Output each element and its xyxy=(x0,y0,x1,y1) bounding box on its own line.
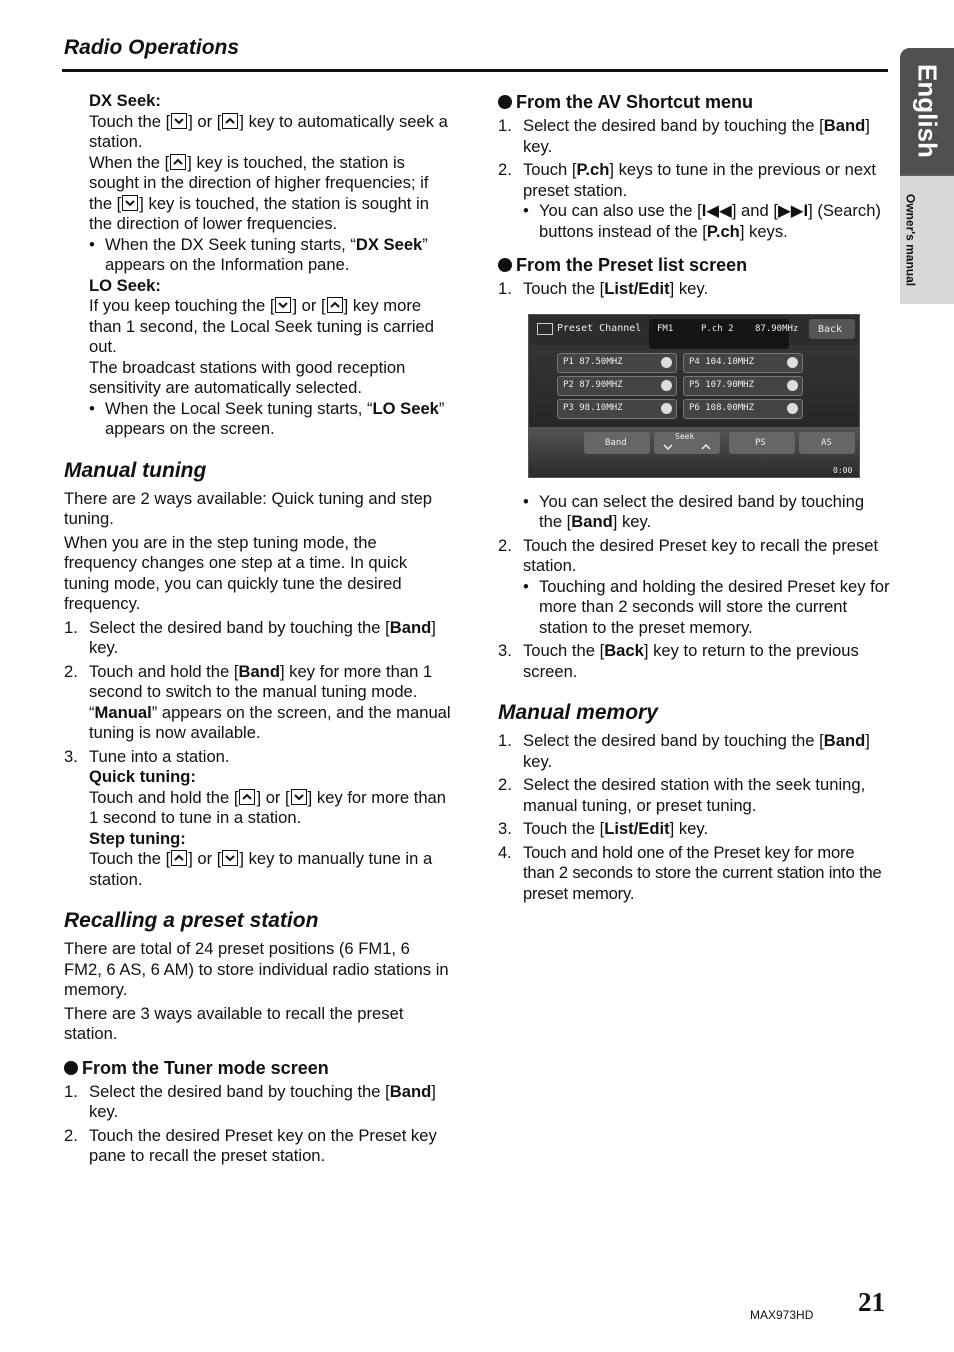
step-tuning-text: Touch the [ ] or [ ] key to manually tune in a station. xyxy=(89,849,433,889)
page-number: 21 xyxy=(858,1287,885,1317)
preset-button-p3[interactable]: P3 98.10MHZ xyxy=(557,399,677,419)
manual-memory-step-1: 1. Select the desired band by touching the [Band] key. xyxy=(498,731,870,771)
manual-tuning-intro: There are 2 ways available: Quick tuning and step tuning. xyxy=(64,488,433,528)
dx-seek-title: DX Seek: xyxy=(89,91,161,110)
dx-seek-text-2: When the [ ] key is touched, the station is sought in the direction of higher frequencies; if the [ ] key is touched, the station is sought in the direction of lower frequencies. xyxy=(89,152,429,233)
recalling-preset-intro: There are total of 24 preset positions (6 FM1, 6 FM2, 6 AS, 6 AM) to store individual radio stations in memory. xyxy=(64,939,449,999)
manual-memory-step-2: 2. Select the desired station with the seek tuning, manual tuning, or preset tuning. xyxy=(498,775,866,815)
model-number: MAX973HD xyxy=(750,1308,814,1322)
down-key-icon xyxy=(122,195,138,211)
preset-button-p6[interactable]: P6 108.00MHZ xyxy=(683,399,803,419)
av-shortcut-bullet: • You can also use the [I◀◀] and [▶▶I] (Search) buttons instead of the [P.ch] keys. xyxy=(523,201,881,241)
lo-seek-title: LO Seek: xyxy=(89,275,161,295)
up-key-icon xyxy=(170,154,186,170)
preset-button-p1[interactable]: P1 87.50MHZ xyxy=(557,353,677,373)
up-key-icon xyxy=(239,789,255,805)
owners-manual-label: Owner's manual xyxy=(903,193,918,287)
manual-tuning-heading: Manual tuning xyxy=(64,458,207,482)
recalling-preset-heading: Recalling a preset station xyxy=(64,909,319,932)
preset-button-p4[interactable]: P4 104.10MHZ xyxy=(683,353,803,373)
down-key-icon xyxy=(275,297,291,313)
manual-memory-heading: Manual memory xyxy=(498,701,658,724)
preset-button-p5[interactable]: P5 107.90MHZ xyxy=(683,376,803,396)
manual-tuning-step-3: 3. Tune into a station. xyxy=(64,746,230,766)
tuner-mode-step-1: 1. Select the desired band by touching the [Band] key. xyxy=(64,1081,436,1121)
manual-tuning-desc: When you are in the step tuning mode, the frequency changes one step at a time. In quick tuning mode, you can quickly tune the desired frequency. xyxy=(64,532,408,613)
manual-tuning-step-2: 2. Touch and hold the [Band] key for more than 1 second to switch to the manual tuning mode. “Manual” appears on the screen, and the manual tuning is now available. xyxy=(64,661,451,742)
language-label: English xyxy=(912,64,943,158)
right-column xyxy=(498,91,890,904)
screen-time: 0:00 xyxy=(833,465,853,475)
step-tuning-title: Step tuning: xyxy=(89,828,186,848)
seek-button-label: Seek xyxy=(675,431,695,441)
screen-pch: P.ch 2 xyxy=(701,323,734,334)
dx-seek-bullet: • When the DX Seek tuning starts, “DX Seek” appears on the Information pane. xyxy=(89,234,428,274)
av-shortcut-step-1: 1. Select the desired band by touching the [Band] key. xyxy=(498,116,870,156)
tuner-mode-step-2: 2. Touch the desired Preset key on the Preset key pane to recall the preset station. xyxy=(64,1125,437,1165)
info-icon xyxy=(661,357,672,368)
info-icon xyxy=(661,380,672,391)
info-icon xyxy=(787,357,798,368)
down-key-icon xyxy=(291,789,307,805)
bullet-dot-icon xyxy=(498,95,512,109)
chevron-up-icon xyxy=(701,443,711,451)
preset-list-icon xyxy=(537,323,553,335)
header-rule xyxy=(62,69,888,72)
manual-memory-step-3: 3. Touch the [List/Edit] key. xyxy=(498,819,709,838)
up-key-icon xyxy=(222,113,238,129)
manual-memory-step-4: 4. Touch and hold one of the Preset key for more than 2 seconds to store the current station into the preset memory. xyxy=(498,842,882,903)
preset-list-store-bullet: • Touching and holding the desired Preset key for more than 2 seconds will store the current station to the preset memory. xyxy=(523,576,890,637)
language-tab-english xyxy=(900,48,954,174)
bullet-dot-icon xyxy=(498,258,512,272)
screen-back-label: Back xyxy=(818,323,843,335)
up-key-icon xyxy=(171,850,187,866)
down-key-icon xyxy=(171,113,187,129)
band-button-label: Band xyxy=(605,437,627,448)
preset-list-step-1: 1. Touch the [List/Edit] key. xyxy=(498,279,709,298)
info-icon xyxy=(787,380,798,391)
chevron-down-icon xyxy=(663,443,673,451)
screen-band: FM1 xyxy=(657,323,674,334)
next-track-icon: ▶▶I xyxy=(777,201,809,220)
lo-seek-text-1: If you keep touching the [ ] or [ ] key more than 1 second, the Local Seek tuning is carried out. xyxy=(89,296,435,356)
quick-tuning-text: Touch and hold the [ ] or [ ] key for more than 1 second to tune in a station. xyxy=(89,787,447,827)
tuner-mode-heading: From the Tuner mode screen xyxy=(64,1057,452,1079)
quick-tuning-title: Quick tuning: xyxy=(89,767,196,786)
screen-title: Preset Channel xyxy=(557,322,642,334)
info-icon xyxy=(787,403,798,414)
preset-list-step-2: 2. Touch the desired Preset key to recall the preset station. • Touching and holding the desired Preset key for more than 2 seconds will store the current station to the preset memory. xyxy=(498,535,890,637)
preset-list-band-bullet: • You can select the desired band by touching the [Band] key. xyxy=(523,491,865,531)
recalling-preset-ways: There are 3 ways available to recall the preset station. xyxy=(64,1003,404,1043)
lo-seek-text-2: The broadcast stations with good reception sensitivity are automatically selected. xyxy=(89,357,406,397)
preset-channel-screenshot xyxy=(528,314,860,478)
ps-button-label: PS xyxy=(755,437,766,448)
preset-list-step-3: 3. Touch the [Back] key to return to the previous screen. xyxy=(498,641,859,681)
screen-freq: 87.90MHz xyxy=(755,323,799,334)
owners-manual-tab xyxy=(900,176,954,304)
preset-list-heading: From the Preset list screen xyxy=(498,254,890,276)
language-tab xyxy=(900,48,954,304)
prev-track-icon: I◀◀ xyxy=(701,201,732,220)
dx-seek-text-1: Touch the [ ] or [ ] key to automatically seek a station. xyxy=(89,111,448,151)
down-key-icon xyxy=(222,850,238,866)
preset-button-p2[interactable]: P2 87.90MHZ xyxy=(557,376,677,396)
av-shortcut-heading: From the AV Shortcut menu xyxy=(498,91,890,113)
bullet-dot-icon xyxy=(64,1061,78,1075)
manual-tuning-step-1: 1. Select the desired band by touching the [Band] key. xyxy=(64,617,436,657)
section-header: Radio Operations xyxy=(64,36,240,59)
lo-seek-bullet: • When the Local Seek tuning starts, “LO Seek” appears on the screen. xyxy=(89,398,445,438)
left-column xyxy=(64,91,452,1167)
av-shortcut-step-2: 2. Touch [P.ch] keys to tune in the previous or next preset station. • You can also use the [I◀◀] and [▶▶I] (Search) buttons instead of the [P.ch] keys. xyxy=(498,160,890,242)
up-key-icon xyxy=(327,297,343,313)
info-icon xyxy=(661,403,672,414)
as-button-label: AS xyxy=(821,437,832,448)
